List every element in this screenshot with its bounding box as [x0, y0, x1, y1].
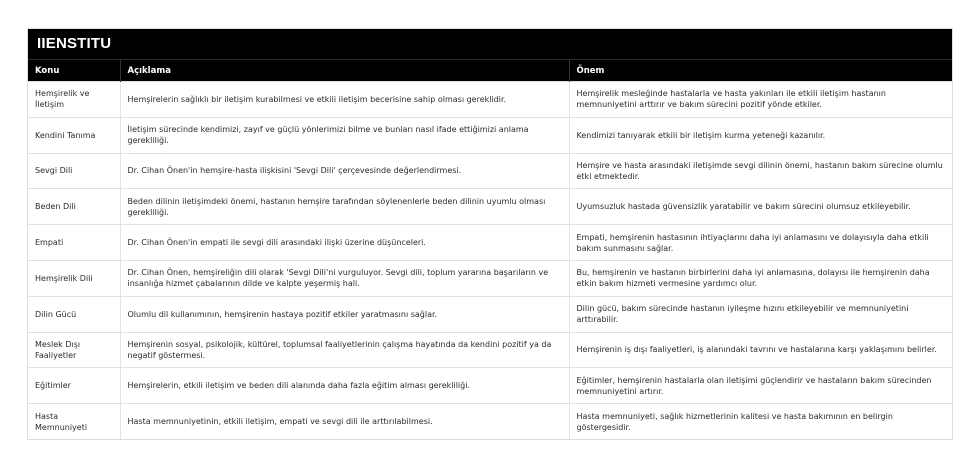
- cell-importance: Hemşirelik mesleğinde hastalarla ve hasta yakınları ile etkili iletişim hastanın memnuniyetini arttırır ve bakım sürecini pozitif yönde etkiler.: [569, 82, 952, 118]
- table-row: [28, 82, 952, 118]
- table-header-row: [28, 60, 952, 82]
- table-row: [28, 117, 952, 153]
- cell-importance: Eğitimler, hemşirenin hastalarla olan iletişimi güçlendirir ve hastaların bakım sürecinden memnuniyetini artırır.: [569, 368, 952, 404]
- cell-topic: Eğitimler: [28, 368, 120, 404]
- table-row: [28, 153, 952, 189]
- cell-description: Beden dilinin iletişimdeki önemi, hastanın hemşire tarafından söylenenlerle beden dilinin uyumlu olması gerekliliği.: [120, 189, 569, 225]
- cell-description: Dr. Cihan Önen'in hemşire-hasta ilişkisini 'Sevgi Dili' çerçevesinde değerlendirmesi.: [120, 153, 569, 189]
- table-row: [28, 260, 952, 296]
- cell-topic: Dilin Gücü: [28, 296, 120, 332]
- brand-header: IIENSTITU: [28, 29, 952, 59]
- cell-importance: Dilin gücü, bakım sürecinde hastanın iyileşme hızını etkileyebilir ve memnuniyetini arttırabilir.: [569, 296, 952, 332]
- cell-description: Hemşirenin sosyal, psikolojik, kültürel, toplumsal faaliyetlerinin çalışma hayatında da kendini pozitif ya da negatif göstermesi.: [120, 332, 569, 368]
- topic-table: [28, 59, 952, 439]
- cell-importance: Hasta memnuniyeti, sağlık hizmetlerinin kalitesi ve hasta bakımının en belirgin göstergesidir.: [569, 404, 952, 440]
- column-header-onem: Önem: [569, 60, 952, 82]
- cell-importance: Uyumsuzluk hastada güvensizlik yaratabilir ve bakım sürecini olumsuz etkileyebilir.: [569, 189, 952, 225]
- cell-description: Olumlu dil kullanımının, hemşirenin hastaya pozitif etkiler yaratmasını sağlar.: [120, 296, 569, 332]
- cell-topic: Hemşirelik Dili: [28, 260, 120, 296]
- cell-description: Dr. Cihan Önen, hemşireliğin dili olarak 'Sevgi Dili'ni vurguluyor. Sevgi dili, toplum yararına başarıların ve insanlığa hizmet çabalarının dilde ve kalpte yeşermiş hali.: [120, 260, 569, 296]
- cell-description: Hemşirelerin, etkili iletişim ve beden dili alanında daha fazla eğitim alması gerekliliği.: [120, 368, 569, 404]
- table-row: [28, 368, 952, 404]
- cell-description: İletişim sürecinde kendimizi, zayıf ve güçlü yönlerimizi bilme ve bunları nasıl ifade ettiğimizi anlama gerekliliği.: [120, 117, 569, 153]
- table-row: [28, 296, 952, 332]
- cell-description: Hemşirelerin sağlıklı bir iletişim kurabilmesi ve etkili iletişim becerisine sahip olması gereklidir.: [120, 82, 569, 118]
- cell-topic: Empati: [28, 225, 120, 261]
- cell-topic: Kendini Tanıma: [28, 117, 120, 153]
- column-header-konu: Konu: [28, 60, 120, 82]
- cell-topic: Meslek Dışı Faaliyetler: [28, 332, 120, 368]
- table-row: [28, 404, 952, 440]
- cell-topic: Hasta Memnuniyeti: [28, 404, 120, 440]
- cell-description: Dr. Cihan Önen'in empati ile sevgi dili arasındaki ilişki üzerine düşünceleri.: [120, 225, 569, 261]
- table-row: [28, 225, 952, 261]
- cell-importance: Empati, hemşirenin hastasının ihtiyaçlarını daha iyi anlamasını ve dolayısıyla daha etkili bakım sunmasını sağlar.: [569, 225, 952, 261]
- cell-topic: Sevgi Dili: [28, 153, 120, 189]
- cell-importance: Hemşire ve hasta arasındaki iletişimde sevgi dilinin önemi, hastanın bakım sürecine olumlu etki etmektedir.: [569, 153, 952, 189]
- content-table-card: [27, 28, 953, 440]
- cell-importance: Hemşirenin iş dışı faaliyetleri, iş alanındaki tavrını ve hastalarına karşı yaklaşımını belirler.: [569, 332, 952, 368]
- cell-topic: Beden Dili: [28, 189, 120, 225]
- cell-topic: Hemşirelik ve İletişim: [28, 82, 120, 118]
- table-row: [28, 189, 952, 225]
- cell-importance: Bu, hemşirenin ve hastanın birbirlerini daha iyi anlamasına, dolayısı ile hemşirenin daha etkin bakım hizmeti vermesine yardımcı olur.: [569, 260, 952, 296]
- cell-description: Hasta memnuniyetinin, etkili iletişim, empati ve sevgi dili ile arttırılabilmesi.: [120, 404, 569, 440]
- table-row: [28, 332, 952, 368]
- cell-importance: Kendimizi tanıyarak etkili bir iletişim kurma yeteneği kazanılır.: [569, 117, 952, 153]
- column-header-aciklama: Açıklama: [120, 60, 569, 82]
